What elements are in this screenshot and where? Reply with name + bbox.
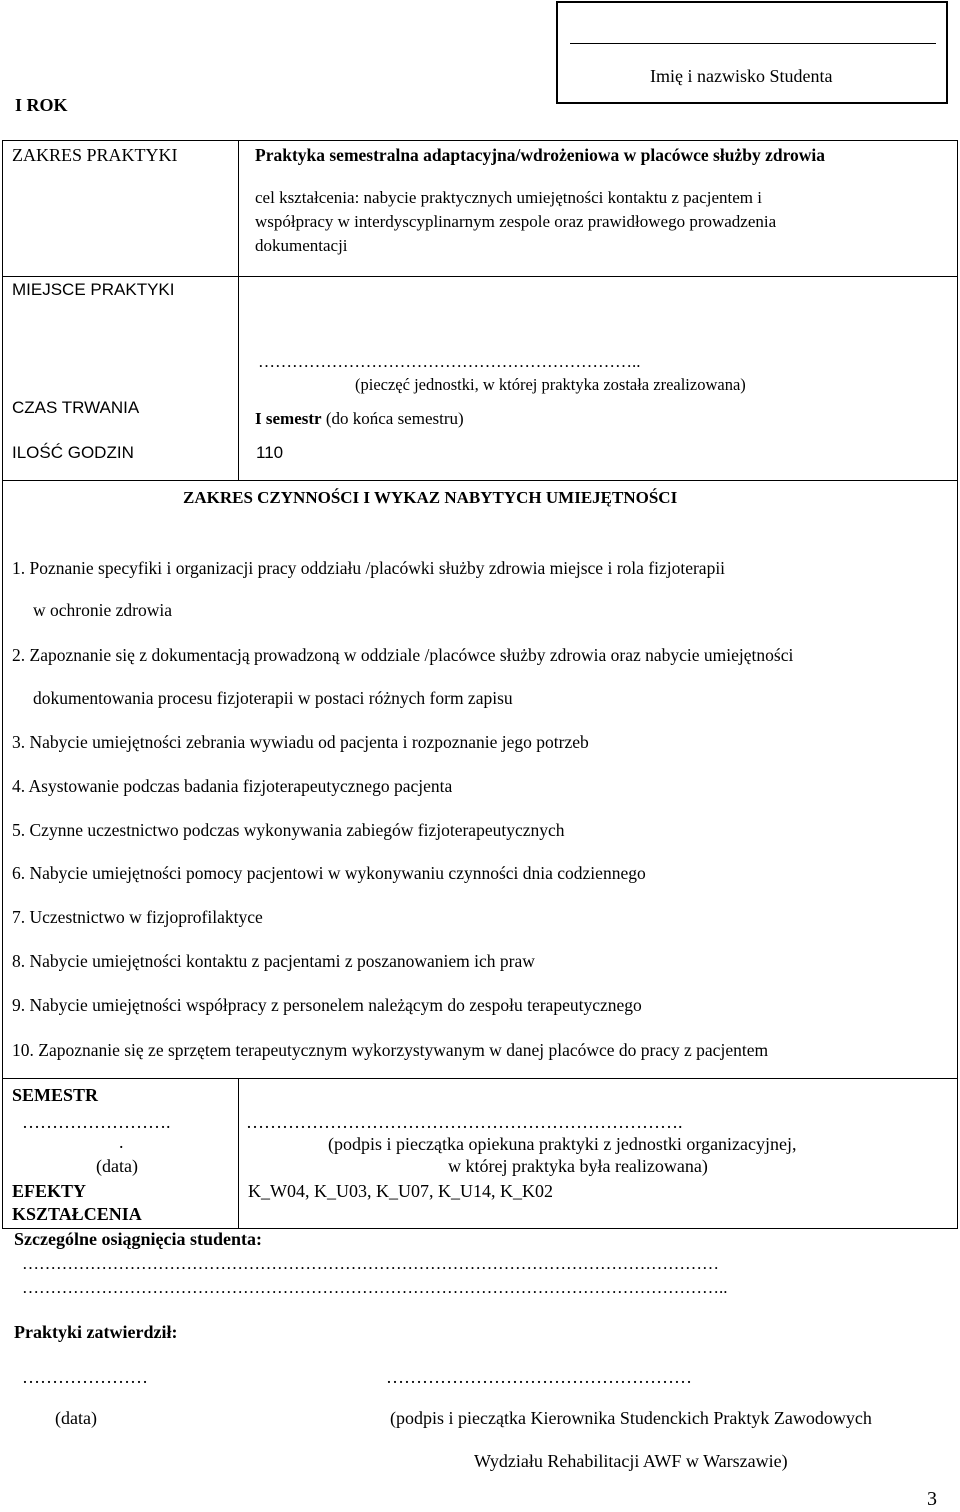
semester-sign-caption-2: w której praktyka była realizowana) [448,1156,708,1176]
hours-value: 110 [256,443,284,462]
scope-goal-line-3: dokumentacji [255,236,348,255]
table-line [238,1078,239,1228]
page-number: 3 [927,1488,937,1510]
achievements-label: Szczególne osiągnięcia studenta: [14,1229,262,1249]
effects-value: K_W04, K_U03, K_U07, K_U14, K_K02 [248,1181,553,1201]
activity-item: 5. Czynne uczestnictwo podczas wykonywania zabiegów fizjoterapeutycznych [12,820,565,840]
duration-label: CZAS TRWANIA [12,398,140,417]
semester-date-dot: . [119,1132,124,1152]
activity-item: 6. Nabycie umiejętności pomocy pacjentowi w wykonywaniu czynności dnia codziennego [12,863,646,883]
duration-value-rest: (do końca semestru) [321,409,464,428]
table-line [2,140,3,1228]
year-label: I ROK [15,95,68,115]
table-line [238,140,239,480]
semester-date-dots: ……………………. [22,1112,171,1132]
place-label: MIEJSCE PRAKTYKI [12,280,175,299]
semester-label: SEMESTR [12,1085,99,1105]
approved-date-dots: ………………… [22,1367,148,1387]
activity-item: dokumentowania procesu fizjoterapii w postaci różnych form zapisu [33,688,513,708]
duration-value-bold: I semestr [255,409,322,428]
activity-item: 3. Nabycie umiejętności zebrania wywiadu od pacjenta i rozpoznanie jego potrzeb [12,732,589,752]
scope-goal-line-2: współpracy w interdyscyplinarnym zespole oraz prawidłowego prowadzenia [255,212,777,231]
effects-label-2: KSZTAŁCENIA [12,1204,142,1224]
table-line [2,140,958,141]
achievements-dots-1: …………………………………………………………………………………………………………… [22,1254,719,1273]
activity-item: w ochronie zdrowia [33,600,172,620]
hours-label: ILOŚĆ GODZIN [12,443,134,462]
student-name-line [570,43,936,44]
approved-sign-caption-2: Wydziału Rehabilitacji AWF w Warszawie) [474,1451,788,1471]
activity-item: 4. Asystowanie podczas badania fizjoterapeutycznego pacjenta [12,776,453,796]
semester-date-caption: (data) [96,1156,138,1176]
activities-heading: ZAKRES CZYNNOŚCI I WYKAZ NABYTYCH UMIEJĘTNOŚCI [183,488,678,507]
activity-item: 9. Nabycie umiejętności współpracy z personelem należącym do zespołu terapeutycznego [12,995,642,1015]
semester-sign-dots: ………………………………………………………………. [246,1112,683,1132]
effects-label-1: EFEKTY [12,1181,87,1201]
place-dots: ………………………………………………………….. [258,352,641,371]
student-name-label: Imię i nazwisko Studenta [650,66,833,86]
table-line [2,1078,958,1079]
table-line [2,276,958,277]
activity-item: 8. Nabycie umiejętności kontaktu z pacjentami z poszanowaniem ich praw [12,951,535,971]
scope-label: ZAKRES PRAKTYKI [12,145,178,165]
table-line [957,140,958,1228]
activity-item: 1. Poznanie specyfiki i organizacji pracy oddziału /placówki służby zdrowia miejsce i rola fizjoterapii [12,558,726,578]
place-stamp-caption: (pieczęć jednostki, w której praktyka została zrealizowana) [355,375,746,394]
activity-item: 10. Zapoznanie się ze sprzętem terapeutycznym wykorzystywanym w danej placówce do pracy z pacjentem [12,1040,769,1060]
activity-item: 2. Zapoznanie się z dokumentacją prowadzoną w oddziale /placówce służby zdrowia oraz nabycie umiejętności [12,645,794,665]
duration-value [255,409,464,429]
scope-goal-line-1: cel kształcenia: nabycie praktycznych umiejętności kontaktu z pacjentem i [255,188,762,207]
approved-sign-caption-1: (podpis i pieczątka Kierownika Studenckich Praktyk Zawodowych [390,1408,872,1428]
approved-label: Praktyki zatwierdził: [14,1322,178,1342]
approved-date-caption: (data) [55,1408,97,1428]
scope-title: Praktyka semestralna adaptacyjna/wdrożeniowa w placówce służby zdrowia [255,145,826,165]
table-line [2,480,958,481]
activity-item: 7. Uczestnictwo w fizjoprofilaktyce [12,907,263,927]
approved-sign-dots: …………………………………………… [386,1367,692,1387]
student-name-box [556,1,948,104]
semester-sign-caption-1: (podpis i pieczątka opiekuna praktyki z jednostki organizacyjnej, [328,1134,797,1154]
achievements-dots-2: …………………………………………………………………………………………………………….. [22,1278,728,1297]
